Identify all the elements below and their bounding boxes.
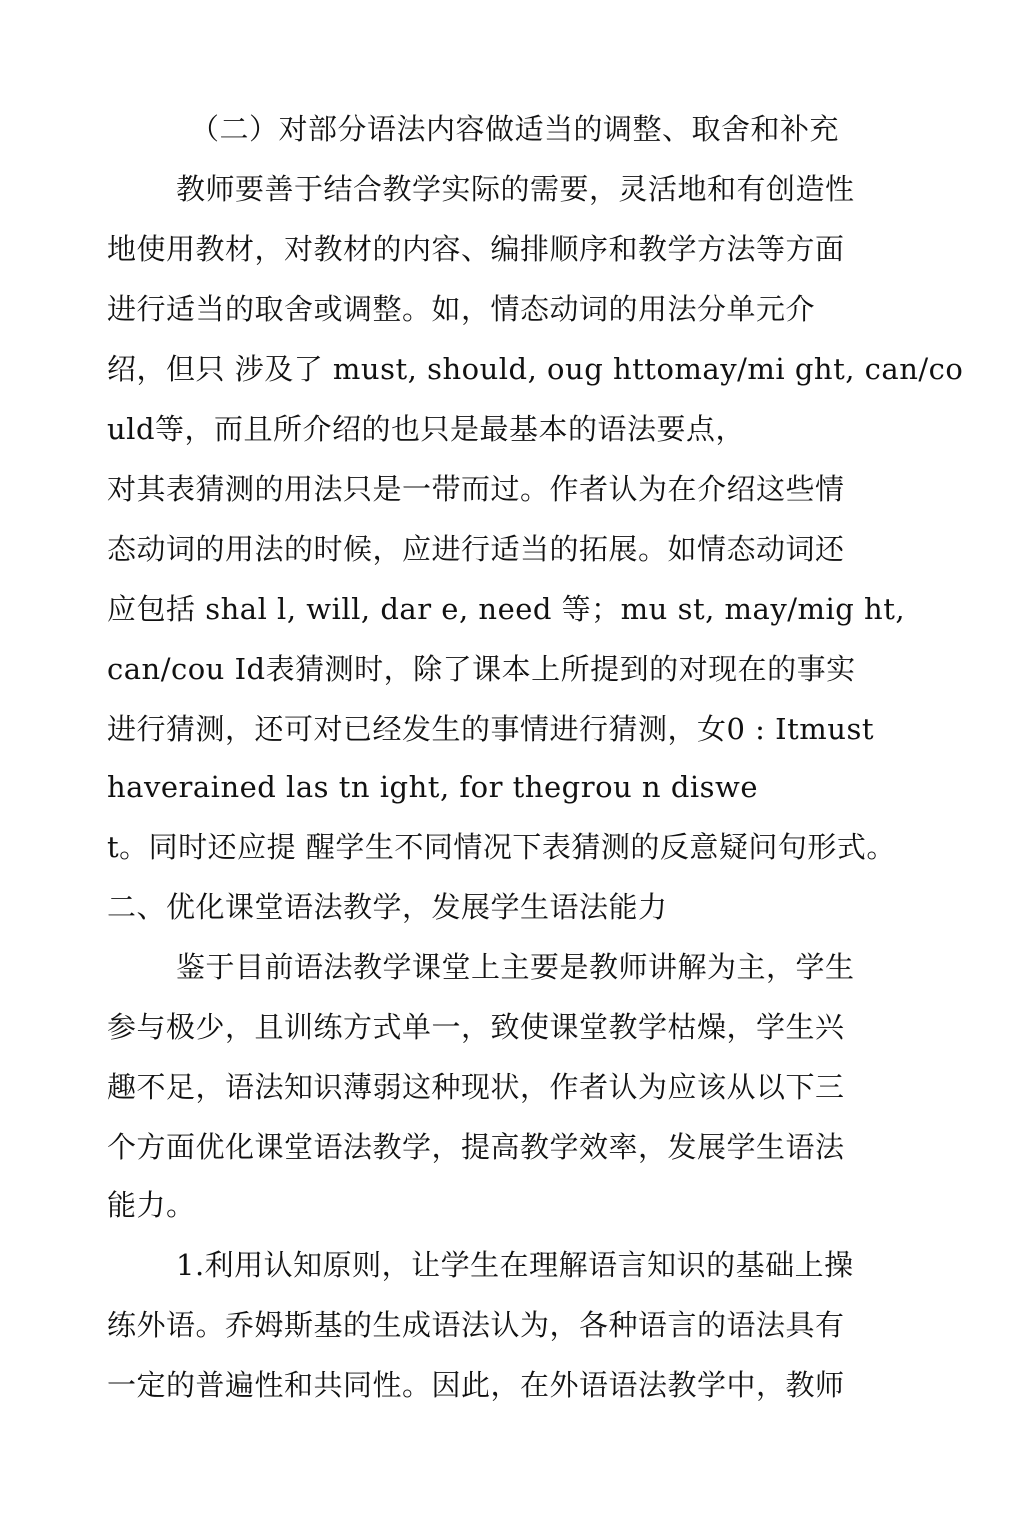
paragraph-line: 鉴于目前语法教学课堂上主要是教师讲解为主，学生 — [176, 950, 855, 984]
paragraph-line: 态动词的用法的时候，应进行适当的拓展。如情态动词还 — [107, 532, 845, 566]
paragraph-line: 趣不足，语法知识薄弱这种现状，作者认为应该从以下三 — [107, 1070, 845, 1104]
paragraph-line: 一定的普遍性和共同性。因此，在外语语法教学中，教师 — [107, 1368, 845, 1402]
paragraph-line: 个方面优化课堂语法教学，提高教学效率，发展学生语法 — [107, 1130, 845, 1164]
paragraph-line: 进行适当的取舍或调整。如，情态动词的用法分单元介 — [107, 292, 816, 326]
paragraph-line: 地使用教材，对教材的内容、编排顺序和教学方法等方面 — [107, 232, 845, 266]
paragraph-line: 绍，但只 涉及了 must, should, oug httomay/mi ght, can/co — [107, 352, 964, 386]
paragraph-line: 参与极少，且训练方式单一，致使课堂教学枯燥，学生兴 — [107, 1010, 845, 1044]
paragraph-line: 1.利用认知原则，让学生在理解语言知识的基础上操 — [176, 1248, 854, 1282]
section-heading: （二）对部分语法内容做适当的调整、取舍和补充 — [190, 112, 840, 146]
paragraph-line: 能力。 — [107, 1188, 196, 1222]
section-heading-2: 二、优化课堂语法教学，发展学生语法能力 — [107, 890, 668, 924]
paragraph-line: 练外语。乔姆斯基的生成语法认为，各种语言的语法具有 — [107, 1308, 845, 1342]
paragraph-line: 进行猜测，还可对已经发生的事情进行猜测，女0 : Itmust — [107, 712, 874, 746]
paragraph-line: haverained las tn ight, for thegrou n diswe — [107, 770, 759, 804]
paragraph-line: 对其表猜测的用法只是一带而过。作者认为在介绍这些情 — [107, 472, 845, 506]
paragraph-line: 应包括 shal l, will, dar e, need 等；mu st, may/mig ht, — [107, 592, 906, 626]
paragraph-line: t。同时还应提 醒学生不同情况下表猜测的反意疑问句形式。 — [107, 830, 896, 864]
paragraph-line: uld等，而且所介绍的也只是最基本的语法要点， — [107, 412, 746, 446]
paragraph-line: 教师要善于结合教学实际的需要，灵活地和有创造性 — [176, 172, 855, 206]
paragraph-line: can/cou Id表猜测时，除了课本上所提到的对现在的事实 — [107, 652, 856, 686]
